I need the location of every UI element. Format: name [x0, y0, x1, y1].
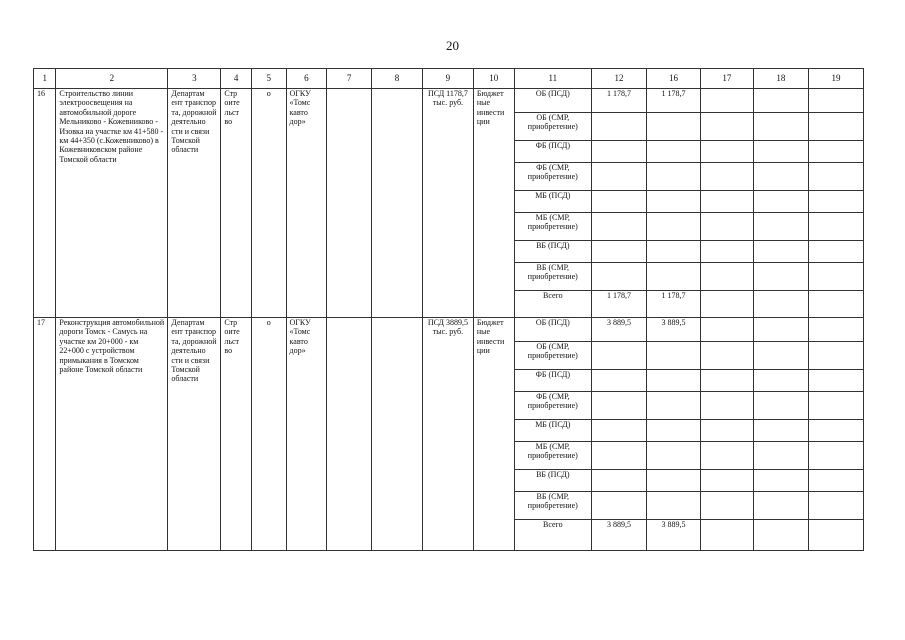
project-number: 16 — [34, 89, 56, 318]
empty-cell — [700, 392, 753, 420]
customer-name: ОГКУ «Томс кавто дор» — [286, 89, 327, 318]
header-cell: 19 — [808, 69, 863, 89]
amount-col-16 — [646, 370, 700, 392]
empty-cell — [808, 141, 863, 163]
empty-cell — [808, 342, 863, 370]
header-cell: 16 — [646, 69, 700, 89]
amount-col-16: 1 178,7 — [646, 89, 700, 113]
empty-cell — [327, 89, 372, 318]
project-name: Реконструкция автомобильной дороги Томск - Самусь на участке км 20+000 - км 22+000 с устройством примыкания в Томском районе Томской области — [56, 318, 168, 551]
funding-source: ВБ (ПСД) — [514, 241, 591, 263]
empty-cell — [808, 442, 863, 470]
header-row — [34, 69, 864, 89]
header-cell: 11 — [514, 69, 591, 89]
empty-cell — [700, 263, 753, 291]
amount-col-16 — [646, 392, 700, 420]
empty-cell — [700, 520, 753, 551]
empty-cell — [700, 342, 753, 370]
empty-cell — [753, 113, 808, 141]
amount-col-12 — [592, 163, 647, 191]
empty-cell — [753, 89, 808, 113]
amount-col-12 — [592, 241, 647, 263]
empty-cell — [753, 141, 808, 163]
column-5-value: о — [251, 318, 286, 551]
funding-source: МБ (СМР, приобретение) — [514, 213, 591, 241]
responsible-department: Департам ент транспор та, дорожной деятельно сти и связи Томской области — [168, 318, 221, 551]
funding-source: ФБ (СМР, приобретение) — [514, 163, 591, 191]
empty-cell — [700, 163, 753, 191]
empty-cell — [753, 370, 808, 392]
empty-cell — [808, 191, 863, 213]
amount-col-16 — [646, 241, 700, 263]
empty-cell — [700, 420, 753, 442]
funding-source: ФБ (СМР, приобретение) — [514, 392, 591, 420]
empty-cell — [753, 342, 808, 370]
project-name: Строительство линии электроосвещения на автомобильной дороге Мельниково - Кожевниково - Изовка на участке км 41+580 - км 44+350 (с.Кожевниково) в Кожевниковском районе Томской области — [56, 89, 168, 318]
investment-table — [33, 68, 864, 551]
empty-cell — [808, 163, 863, 191]
amount-col-16 — [646, 470, 700, 492]
empty-cell — [700, 191, 753, 213]
empty-cell — [700, 141, 753, 163]
funding-source: ФБ (ПСД) — [514, 370, 591, 392]
amount-col-12 — [592, 470, 647, 492]
header-cell: 12 — [592, 69, 647, 89]
empty-cell — [808, 370, 863, 392]
empty-cell — [700, 213, 753, 241]
empty-cell — [700, 241, 753, 263]
amount-col-12 — [592, 442, 647, 470]
amount-col-12 — [592, 213, 647, 241]
header-cell: 9 — [422, 69, 473, 89]
funding-source: МБ (СМР, приобретение) — [514, 442, 591, 470]
funding-source: ВБ (СМР, приобретение) — [514, 263, 591, 291]
design-cost: ПСД 3889,5 тыс. руб. — [422, 318, 473, 551]
empty-cell — [700, 318, 753, 342]
amount-col-12 — [592, 141, 647, 163]
amount-col-16 — [646, 163, 700, 191]
amount-col-16: 3 889,5 — [646, 318, 700, 342]
header-cell: 17 — [700, 69, 753, 89]
empty-cell — [808, 392, 863, 420]
project-number: 17 — [34, 318, 56, 551]
amount-col-16 — [646, 442, 700, 470]
header-cell: 5 — [251, 69, 286, 89]
empty-cell — [808, 213, 863, 241]
customer-name: ОГКУ «Томс кавто дор» — [286, 318, 327, 551]
empty-cell — [700, 470, 753, 492]
work-type: Стр оите льст во — [221, 89, 252, 318]
funding-source: ФБ (ПСД) — [514, 141, 591, 163]
amount-col-12 — [592, 113, 647, 141]
empty-cell — [753, 191, 808, 213]
amount-col-16 — [646, 263, 700, 291]
empty-cell — [753, 520, 808, 551]
amount-col-12: 1 178,7 — [592, 89, 647, 113]
empty-cell — [753, 241, 808, 263]
empty-cell — [808, 113, 863, 141]
empty-cell — [700, 442, 753, 470]
empty-cell — [753, 470, 808, 492]
amount-col-12: 1 178,7 — [592, 291, 647, 318]
empty-cell — [753, 392, 808, 420]
empty-cell — [753, 492, 808, 520]
funding-source: ОБ (СМР, приобретение) — [514, 113, 591, 141]
funding-source: МБ (ПСД) — [514, 420, 591, 442]
funding-source: ОБ (ПСД) — [514, 318, 591, 342]
amount-col-12 — [592, 420, 647, 442]
page-number: 20 — [446, 38, 459, 53]
empty-cell — [808, 470, 863, 492]
amount-col-12 — [592, 492, 647, 520]
funding-type: Бюджет ные инвести ции — [473, 89, 514, 318]
funding-source: МБ (ПСД) — [514, 191, 591, 213]
header-cell: 1 — [34, 69, 56, 89]
amount-col-16 — [646, 342, 700, 370]
funding-source: Всего — [514, 291, 591, 318]
header-cell: 4 — [221, 69, 252, 89]
empty-cell — [808, 520, 863, 551]
empty-cell — [372, 318, 423, 551]
empty-cell — [753, 263, 808, 291]
header-cell: 10 — [473, 69, 514, 89]
empty-cell — [753, 318, 808, 342]
funding-source: Всего — [514, 520, 591, 551]
header-cell: 6 — [286, 69, 327, 89]
table-row — [34, 318, 864, 342]
header-cell: 8 — [372, 69, 423, 89]
empty-cell — [753, 213, 808, 241]
empty-cell — [808, 89, 863, 113]
amount-col-12: 3 889,5 — [592, 520, 647, 551]
amount-col-12: 3 889,5 — [592, 318, 647, 342]
header-cell: 3 — [168, 69, 221, 89]
empty-cell — [808, 241, 863, 263]
amount-col-16 — [646, 191, 700, 213]
amount-col-12 — [592, 263, 647, 291]
empty-cell — [808, 291, 863, 318]
amount-col-12 — [592, 191, 647, 213]
empty-cell — [808, 318, 863, 342]
funding-source: ВБ (СМР, приобретение) — [514, 492, 591, 520]
empty-cell — [372, 89, 423, 318]
design-cost: ПСД 1178,7 тыс. руб. — [422, 89, 473, 318]
header-cell: 2 — [56, 69, 168, 89]
empty-cell — [808, 420, 863, 442]
empty-cell — [808, 492, 863, 520]
amount-col-12 — [592, 392, 647, 420]
table-row — [34, 89, 864, 113]
amount-col-16 — [646, 113, 700, 141]
empty-cell — [753, 442, 808, 470]
amount-col-12 — [592, 342, 647, 370]
funding-type: Бюджет ные инвести ции — [473, 318, 514, 551]
responsible-department: Департам ент транспор та, дорожной деятельно сти и связи Томской области — [168, 89, 221, 318]
amount-col-16 — [646, 213, 700, 241]
empty-cell — [700, 89, 753, 113]
header-cell: 18 — [753, 69, 808, 89]
empty-cell — [700, 370, 753, 392]
funding-source: ОБ (СМР, приобретение) — [514, 342, 591, 370]
empty-cell — [700, 492, 753, 520]
amount-col-12 — [592, 370, 647, 392]
amount-col-16 — [646, 420, 700, 442]
funding-source: ОБ (ПСД) — [514, 89, 591, 113]
empty-cell — [753, 420, 808, 442]
amount-col-16: 1 178,7 — [646, 291, 700, 318]
empty-cell — [753, 291, 808, 318]
amount-col-16 — [646, 492, 700, 520]
work-type: Стр оите льст во — [221, 318, 252, 551]
funding-source: ВБ (ПСД) — [514, 470, 591, 492]
empty-cell — [327, 318, 372, 551]
amount-col-16: 3 889,5 — [646, 520, 700, 551]
empty-cell — [700, 291, 753, 318]
empty-cell — [808, 263, 863, 291]
empty-cell — [753, 163, 808, 191]
column-5-value: о — [251, 89, 286, 318]
amount-col-16 — [646, 141, 700, 163]
header-cell: 7 — [327, 69, 372, 89]
empty-cell — [700, 113, 753, 141]
